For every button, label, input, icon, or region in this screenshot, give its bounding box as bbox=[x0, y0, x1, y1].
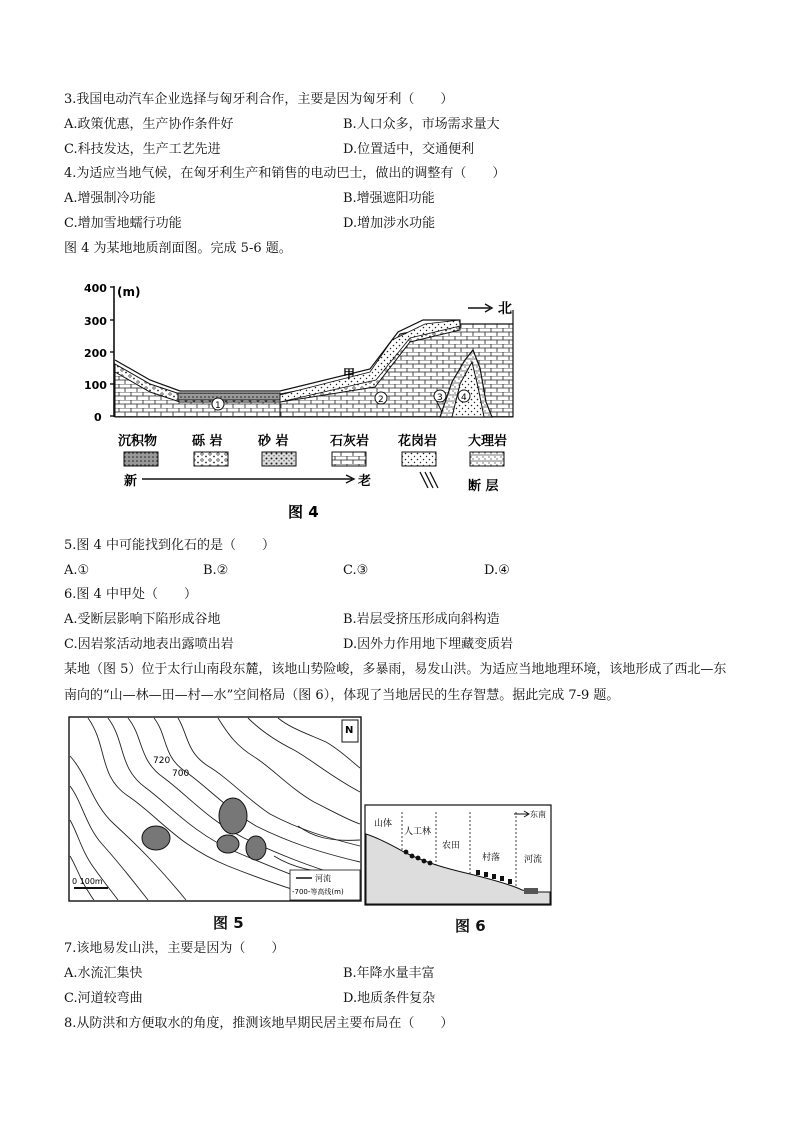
q6-option-d: D.因外力作用地下埋藏变质岩 bbox=[343, 637, 514, 652]
q8-stem: 8.从防洪和方便取水的角度，推测该地早期民居主要布局在（ ） bbox=[64, 1016, 454, 1031]
legend-conglomerate: 砾 岩 bbox=[192, 434, 223, 449]
q5-option-a: A.① bbox=[64, 563, 90, 578]
q6-stem: 6.图 4 中甲处（ ） bbox=[64, 587, 197, 602]
q7-option-b: B.年降水量丰富 bbox=[343, 966, 435, 981]
north-arrow-icon: N bbox=[345, 725, 354, 736]
sediment-layer bbox=[178, 393, 280, 400]
legend-river: 河流 bbox=[315, 874, 331, 883]
q3-option-a: A.政策优惠，生产协作条件好 bbox=[64, 117, 234, 132]
legend-contour: -700-等高线(m) bbox=[292, 888, 344, 896]
contour-label-700: 700 bbox=[172, 769, 190, 779]
village-patch-2 bbox=[142, 826, 170, 850]
legend-swatch-granite bbox=[402, 452, 436, 466]
fig6-direction: 东南 bbox=[530, 810, 546, 819]
circle-4: 4 bbox=[461, 393, 467, 403]
age-old-label: 老 bbox=[358, 474, 372, 489]
legend-sandstone: 砂 岩 bbox=[258, 434, 289, 449]
q6-option-a: A.受断层影响下陷形成谷地 bbox=[64, 612, 221, 627]
river-shape bbox=[524, 888, 538, 894]
legend-swatch-sediment bbox=[124, 452, 158, 466]
legend-swatch-sandstone bbox=[262, 452, 296, 466]
village-patch-4 bbox=[246, 836, 266, 860]
q3-option-d: D.位置适中，交通便利 bbox=[343, 142, 475, 157]
q4-option-b: B.增强遮阳功能 bbox=[343, 191, 435, 206]
q6-option-c: C.因岩浆活动地表出露喷出岩 bbox=[64, 637, 234, 652]
fig6-label-forest: 人工林 bbox=[404, 827, 432, 837]
village-patch-1 bbox=[219, 798, 247, 834]
q4-option-d: D.增加涉水功能 bbox=[343, 216, 436, 231]
y-unit-label: (m) bbox=[117, 285, 141, 299]
land-use-section-figure bbox=[364, 804, 552, 906]
legend-marble: 大理岩 bbox=[468, 434, 508, 449]
north-label: 北 bbox=[498, 301, 512, 317]
fault-label: 断 层 bbox=[468, 479, 499, 494]
q5-option-b: B.② bbox=[203, 563, 229, 578]
fig6-caption: 图 6 bbox=[455, 917, 486, 935]
fig5-caption: 图 5 bbox=[213, 914, 244, 932]
y-tick-0: 0 bbox=[94, 411, 102, 424]
contour-label-720: 720 bbox=[153, 756, 171, 766]
age-new-label: 新 bbox=[124, 474, 138, 489]
contour-map-figure bbox=[68, 716, 363, 904]
y-tick-200: 200 bbox=[84, 347, 107, 360]
q4-stem: 4.为适应当地气候，在匈牙利生产和销售的电动巴士，做出的调整有（ ） bbox=[64, 166, 506, 181]
scale-label: 0 100m bbox=[72, 877, 103, 886]
legend-swatch-conglomerate bbox=[194, 452, 228, 466]
q5-option-c: C.③ bbox=[343, 563, 369, 578]
legend-swatch-limestone bbox=[332, 452, 366, 466]
q6-option-b: B.岩层受挤压形成向斜构造 bbox=[343, 612, 500, 627]
q4-option-c: C.增加雪地蠕行功能 bbox=[64, 216, 182, 231]
circle-3: 3 bbox=[437, 393, 443, 403]
y-tick-400: 400 bbox=[84, 282, 107, 295]
fig6-label-village: 村落 bbox=[482, 853, 501, 863]
q5-option-d: D.④ bbox=[484, 563, 510, 578]
q7-option-c: C.河道较弯曲 bbox=[64, 991, 143, 1006]
circle-1: 1 bbox=[215, 401, 221, 411]
fault-symbol bbox=[420, 472, 438, 488]
passage-paragraph: 某地（图 5）位于太行山南段东麓，该地山势险峻，多暴雨，易发山洪。为适应当地地理环境，该地形成了西北—东南向的“山—林—田—村—水”空间格局（图 6），体现了当地居民的生存智慧。据此完成 7-9 题。 bbox=[64, 662, 727, 703]
fig4-intro: 图 4 为某地地质剖面图。完成 5-6 题。 bbox=[64, 241, 292, 256]
village-patch-3 bbox=[217, 835, 239, 853]
q3-stem: 3.我国电动汽车企业选择与匈牙利合作，主要是因为匈牙利（ ） bbox=[64, 92, 454, 107]
geologic-profile-figure bbox=[80, 272, 530, 527]
legend-limestone: 石灰岩 bbox=[330, 434, 370, 449]
q7-option-d: D.地质条件复杂 bbox=[343, 991, 436, 1006]
fig4-caption: 图 4 bbox=[288, 503, 319, 521]
fig6-label-mountain: 山体 bbox=[374, 819, 393, 829]
y-tick-100: 100 bbox=[84, 379, 107, 392]
circle-2: 2 bbox=[378, 395, 384, 405]
legend-swatch-marble bbox=[470, 452, 504, 466]
q7-stem: 7.该地易发山洪，主要是因为（ ） bbox=[64, 941, 285, 956]
q7-option-a: A.水流汇集快 bbox=[64, 966, 143, 981]
legend-sediment: 沉积物 bbox=[118, 434, 158, 449]
q5-stem: 5.图 4 中可能找到化石的是（ ） bbox=[64, 538, 275, 553]
fig6-label-river: 河流 bbox=[524, 855, 543, 865]
q3-option-b: B.人口众多，市场需求量大 bbox=[343, 117, 500, 132]
q4-option-a: A.增强制冷功能 bbox=[64, 191, 156, 206]
legend-granite: 花岗岩 bbox=[398, 434, 438, 449]
q3-option-c: C.科技发达，生产工艺先进 bbox=[64, 142, 221, 157]
fig6-label-farmland: 农田 bbox=[442, 841, 461, 851]
y-tick-300: 300 bbox=[84, 315, 107, 328]
point-jia-label: 甲 bbox=[343, 367, 356, 381]
